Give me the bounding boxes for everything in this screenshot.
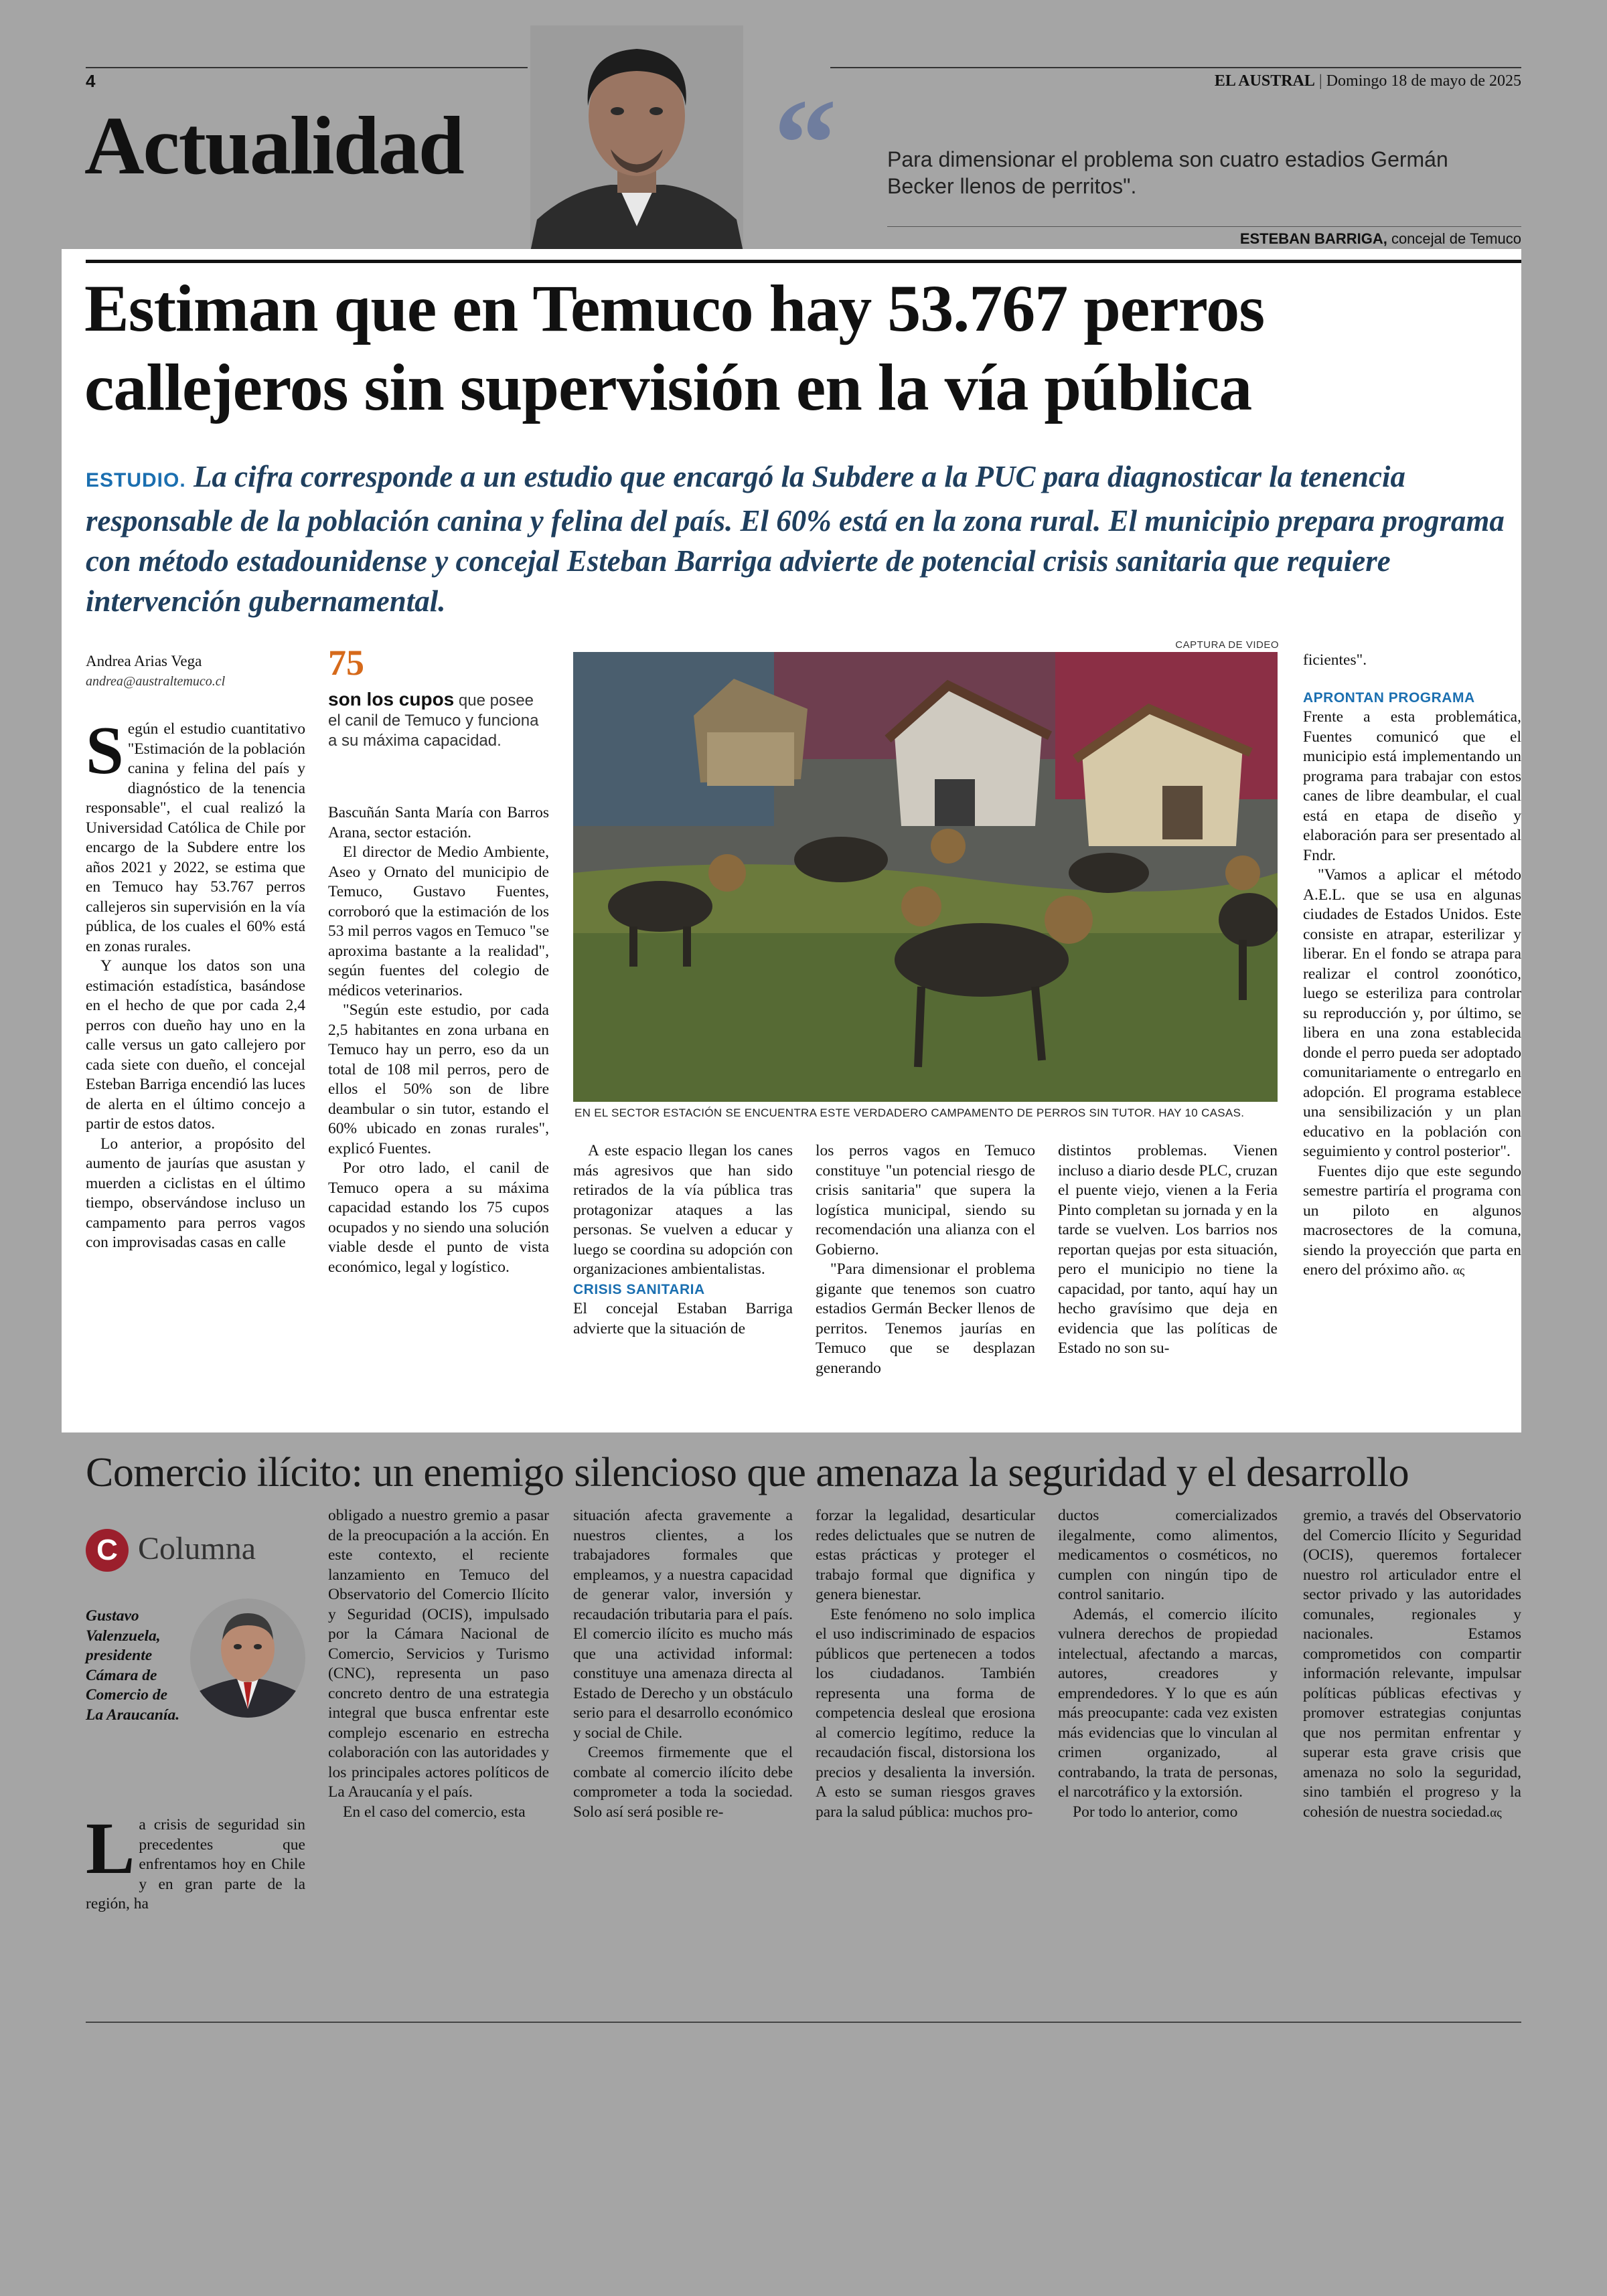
column-headline: Comercio ilícito: un enemigo silencioso que amenaza la seguridad y el desarrollo: [86, 1450, 1409, 1495]
column-col-4: [816, 1506, 1035, 1822]
stat-text: que posee el canil de Temuco y funciona a su máxima capacidad.: [328, 691, 539, 750]
article-column-1: [86, 713, 305, 1253]
col4-p2: "Para dimensionar el problema gigante que tenemos son cuatro estadios Germán Becker llenos de perritos. Tenemos jaurías en Temuco que se desplazan generando: [816, 1260, 1035, 1377]
headline: [84, 269, 1264, 427]
col2-p2: El director de Medio Ambiente, Aseo y Ornato del municipio de Temuco, Gustavo Fuentes, corroboró que la estimación de los 53 mil perros vagos en Temuco "se aproxima bastante a la realidad", según fuentes del colegio de médicos veterinarios.: [328, 843, 549, 999]
column-c5-p3: Por todo lo anterior, como: [1073, 1803, 1238, 1821]
header-rule-right: [830, 67, 1521, 68]
article-column-2: [328, 803, 549, 1277]
end-mark-icon: ας: [1452, 1264, 1465, 1278]
col6-p4: Fuentes dijo que este segundo semestre partiría el programa con un piloto en algunos macrosectores de la comuna, siendo la proyección que parta en enero del próximo año.: [1303, 1162, 1521, 1279]
article-column-3: [573, 1141, 793, 1339]
photo-caption: EN EL SECTOR ESTACIÓN SE ENCUENTRA ESTE VERDADERO CAMPAMENTO DE PERROS SIN TUTOR. HAY 10 CASAS.: [575, 1106, 1245, 1119]
quote-rule: [887, 226, 1521, 227]
drop-cap: S: [86, 713, 124, 789]
col2-p3: "Según este estudio, por cada 2,5 habitantes en zona urbana en Temuco hay un perro, eso da un total de 108 mil perros, pero de ellos el 50% son de libre deambular o sin tutor, estando el 60% ubicado en zonas rurales", explicó Fuentes.: [328, 1001, 549, 1157]
column-drop-cap: L: [86, 1807, 135, 1889]
column-c3-p1: situación afecta gravemente a nuestros clientes, a los trabajadores formales que empleamos, y a nuestra capacidad de generar valor, inversión y recaudación tributaria para el país. El comercio ilícito es mucho más que una actividad informal: constituye una amenaza directa al Estado de Derecho y un obstáculo serio para el desarrollo económico y social de Chile.: [573, 1507, 793, 1742]
quote-role: concejal de Temuco: [1387, 230, 1521, 247]
header-rule-left: [86, 67, 528, 68]
column-col-1: [86, 1807, 305, 1914]
article-column-4: [816, 1141, 1035, 1378]
stray-dogs-photo: [573, 652, 1278, 1102]
subhead-programa: APRONTAN PROGRAMA: [1303, 689, 1475, 706]
stat-number: 75: [328, 643, 364, 683]
col1-p1: egún el estudio cuantitativo "Estimación de la población canina y felina del país y diagnóstico de la tenencia responsable", el cual realizó la Universidad Católica de Chile por encargo de la Subdere entre los años 2021 y 2022, se estima que en Temuco hay 53.767 perros callejeros sin supervisión en la vía pública, de los cuales el 60% está en zonas rurales.: [86, 720, 305, 955]
column-end-mark-icon: ας: [1490, 1805, 1502, 1820]
col2-p1: Bascuñán Santa María con Barros Arana, sector estación.: [328, 804, 549, 841]
byline-name: Andrea Arias Vega: [86, 653, 202, 669]
headline-line-2: callejeros sin supervisión en la vía pública: [84, 350, 1252, 424]
byline-email: andrea@australtemuco.cl: [86, 674, 226, 689]
column-c2-p1: obligado a nuestro gremio a pasar de la preocupación a la acción. En este contexto, el reciente lanzamiento en Temuco del Observatorio del Comercio Ilícito y Seguridad (OCIS), impulsado por la Cámara Nacional de Comercio, Servicios y Turismo (CNC), representa un paso concreto dentro de una estrategia integral que busca enfrentar este complejo escenario en estrecha colaboración con las autoridades y los principales actores políticos de La Araucanía y el país.: [328, 1507, 549, 1801]
col5-p1: distintos problemas. Vienen incluso a diario desde PLC, cruzan el puente viejo, vienen a la Feria Pinto completan su jornada y en la tarde se vuelven. Los barrios nos reportan quejas por esta situación, pero el municipio no tiene la capacidad, por tanto, aquí hay un hecho gravísimo que deja en evidencia que las políticas de Estado no son su-: [1058, 1142, 1278, 1357]
stat-bold: son los cupos: [328, 689, 455, 710]
quote-author: ESTEBAN BARRIGA,: [1239, 230, 1387, 247]
pull-quote: Para dimensionar el problema son cuatro estadios Germán Becker llenos de perritos".: [887, 147, 1448, 198]
quote-attribution: [1240, 230, 1521, 248]
col6-p2: Frente a esta problemática, Fuentes comunicó que el municipio está implementando un programa para trabajar con estos canes de libre deambular, el cual está en etapa de diseño y elaboración para ser presentado al Fndr.: [1303, 708, 1521, 864]
headline-line-1: Estiman que en Temuco hay 53.767 perros: [84, 271, 1265, 345]
col3-p1: A este espacio llegan los canes más agresivos que han sido retirados de la vía pública tras protagonizar ataques a las personas. Se vuelven a educar y luego se coordina su adopción con organizaciones ambientalistas.: [573, 1142, 793, 1278]
col1-p2: Y aunque los datos son una estimación estadística, basándose en el hecho de que por cada 2,4 perros con dueño hay uno en la calle versus un gato callejero por cada siete con dueño, el concejal Esteban Barriga encendió las luces de alerta en el último concejo a partir de estos datos.: [86, 957, 305, 1133]
man-portrait-photo: [530, 25, 743, 252]
masthead-date: EL AUSTRAL | Domingo 18 de mayo de 2025: [1214, 72, 1521, 90]
photo-credit: CAPTURA DE VIDEO: [1175, 639, 1279, 651]
column-col-2: [328, 1506, 549, 1822]
col2-p4: Por otro lado, el canil de Temuco opera a su máxima capacidad estando los 75 cupos ocupados y no siendo una solución viable desde el punto de vista económico, legal y logístico.: [328, 1159, 549, 1276]
paper-name: EL AUSTRAL: [1214, 72, 1315, 90]
subhead-crisis: CRISIS SANITARIA: [573, 1281, 705, 1297]
column-c4-p1: forzar la legalidad, desarticular redes delictuales que se nutren de estas prácticas y proteger el trabajo formal que dignifica y genera bienestar.: [816, 1507, 1035, 1603]
author-portrait-photo: [190, 1598, 305, 1718]
column-c1-p1: a crisis de seguridad sin precedentes que enfrentamos hoy en Chile y en gran parte de la región, ha: [86, 1816, 305, 1912]
column-badge-icon: C: [86, 1529, 129, 1572]
article-column-6: [1303, 651, 1521, 1281]
col3-p2: El concejal Estaban Barriga advierte que la situación de: [573, 1300, 793, 1337]
col6-p1: ficientes".: [1303, 651, 1367, 669]
column-col-3: [573, 1506, 793, 1822]
lead-paragraph: [86, 457, 1519, 621]
lead-tag: ESTUDIO.: [86, 469, 186, 491]
article-top-rule: [86, 260, 1521, 263]
column-c5-p2: Además, el comercio ilícito vulnera derechos de propiedad intelectual, afectando a marcas, autores, creadores y emprendedores. Y lo que es aún más preocupante: cada vez existen más evidencias que lo vinculan al crimen organizado, al contrabando, la trata de personas, el narcotráfico y la extorsión.: [1058, 1605, 1278, 1801]
column-col-6: [1303, 1506, 1521, 1823]
column-badge-label: Columna: [138, 1531, 256, 1566]
edition-date: Domingo 18 de mayo de 2025: [1326, 72, 1521, 90]
page-number: 4: [86, 71, 96, 91]
lead-text: La cifra corresponde a un estudio que encargó la Subdere a la PUC para diagnosticar la tenencia responsable de la población canina y felina del país. El 60% está en la zona rural. El municipio prepara programa con método estadounidense y concejal Esteban Barriga advierte de potencial crisis sanitaria que requiere intervención gubernamental.: [86, 460, 1505, 618]
section-title: Actualidad: [84, 100, 463, 191]
column-c4-p2: Este fenómeno no solo implica el uso indiscriminado de espacios públicos que pertenecen a todos los ciudadanos. También representa una forma de competencia desleal que erosiona al comercio legítimo, reduce la recaudación fiscal, distorsiona los precios y desalienta la inversión. A esto se suman riesgos graves para la salud pública: muchos pro-: [816, 1605, 1035, 1821]
column-c6-p1: gremio, a través del Observatorio del Comercio Ilícito y Seguridad (OCIS), queremos fortalecer nuestro rol articulador entre el sector privado y las autoridades comunales, regionales y nacionales. Estamos comprometidos con compartir información relevante, impulsar políticas públicas efectivas y promover estrategias conjuntas que nos permitan enfrentar y superar esta grave crisis que amenaza no solo la seguridad, sino también el progreso y la cohesión de nuestra sociedad.: [1303, 1507, 1521, 1821]
footer-rule: [86, 2022, 1521, 2023]
column-col-5: [1058, 1506, 1278, 1822]
article-column-5: [1058, 1141, 1278, 1359]
col6-p3: "Vamos a aplicar el método A.E.L. que se usa en algunas ciudades de Estados Unidos. Este consiste en atrapar, esterilizar y liberar. En el fondo se atrapa para realizar el control zoonótico, luego se esteriliza para controlar su reproducción y, por último, se libera en una zona establecida donde el perro pueda ser adoptado comunitariamente o entregarlo en adopción. El programa establece una sensibilización y un plan educativo en la población con seguimiento y control posterior".: [1303, 866, 1521, 1160]
column-c5-p1: ductos comercializados ilegalmente, como alimentos, medicamentos o cosméticos, no cumplen con ningún tipo de control sanitario.: [1058, 1507, 1278, 1603]
column-author: Gustavo Valenzuela, presidente Cámara de Comercio de La Araucanía.: [86, 1607, 180, 1724]
quote-mark-icon: “: [773, 74, 837, 214]
column-c3-p2: Creemos firmemente que el combate al comercio ilícito debe comprometer a toda la sociedad. Solo así será posible re-: [573, 1744, 793, 1821]
stat-text-block: [328, 689, 544, 751]
col4-p1: los perros vagos en Temuco constituye "un potencial riesgo de crisis sanitaria" que supera la logística municipal, siendo su recomendación una alianza con el Gobierno.: [816, 1142, 1035, 1258]
column-c2-p2: En el caso del comercio, esta: [343, 1803, 526, 1821]
col1-p3: Lo anterior, a propósito del aumento de jaurías que asustan y muerden a ciclistas en el último tiempo, observándose incluso un campamento para perros vagos con improvisadas casas en calle: [86, 1135, 305, 1251]
